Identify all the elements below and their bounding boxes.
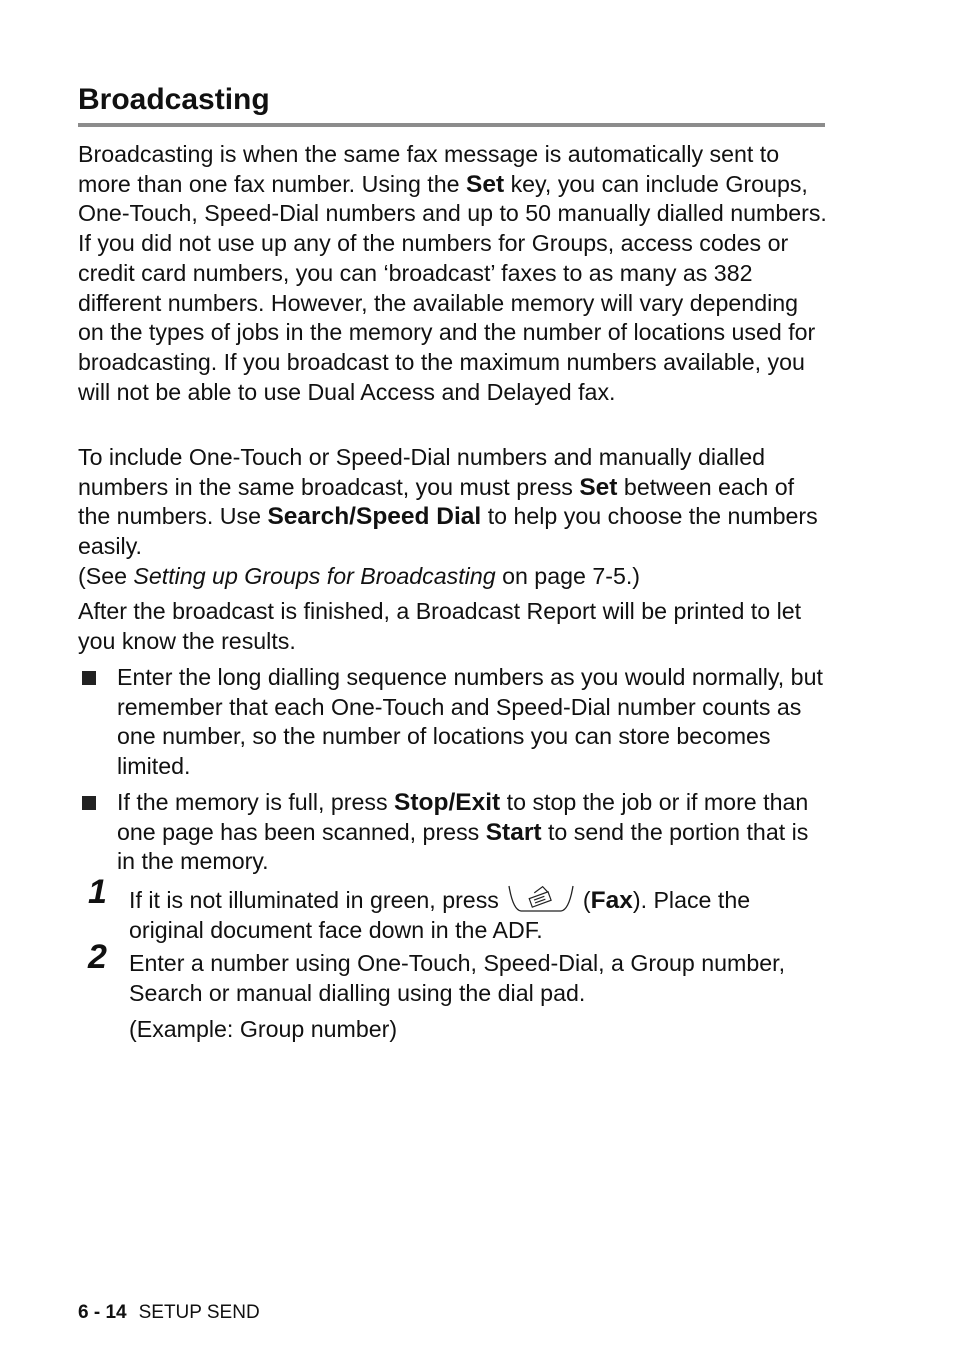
reference-close: on page 7-5.)	[495, 562, 641, 589]
bullet-text	[117, 788, 829, 877]
stop-exit-key-label: Stop/Exit	[394, 789, 501, 816]
page-footer	[78, 1301, 260, 1325]
page-number: 6 - 14	[78, 1302, 127, 1323]
report-paragraph: After the broadcast is finished, a Broadcast Report will be printed to let you know the results.	[78, 598, 802, 654]
reference-title: Setting up Groups for Broadcasting	[133, 562, 496, 589]
step-example: (Example: Group number)	[129, 1016, 398, 1042]
title-divider	[78, 123, 825, 127]
memory-text-2: to stop the job or if more than one page has been scanned, press	[117, 789, 809, 845]
search-speed-dial-key-label: Search/Speed Dial	[267, 503, 482, 531]
set-key-label: Set	[579, 473, 618, 501]
start-key-label: Start	[485, 818, 542, 846]
step1-text-2: ). Place the original document face down in the ADF.	[129, 887, 751, 943]
step1-text-1: If it is not illuminated in green, press	[129, 887, 499, 913]
step-text: Enter a number using One-Touch, Speed-Dial, a Group number, Search or manual dialling using the dial pad.	[129, 950, 786, 1006]
include-text-1: To include One-Touch or Speed-Dial numbers and manually dialled numbers in the same broadcast, you must press	[78, 444, 765, 500]
step1-key-open: (	[582, 887, 591, 913]
section-name: SETUP SEND	[138, 1302, 260, 1323]
intro-text-2: key, you can include Groups, One-Touch, Speed-Dial numbers and up to 50 manually dialled numbers. If you did not use up any of the numbers for Groups, access codes or credit card numbers, you can ‘broadcast’ faxes to as many as 382 different numbers. However, the available memory will vary depending on the types of jobs in the memory and the number of locations used for broadcasting. If you broadcast to the maximum numbers available, you will not be able to use Dual Access and Delayed fax.	[78, 170, 827, 405]
intro-paragraph	[78, 140, 828, 407]
memory-text-3: to send the portion that is in the memory.	[117, 818, 809, 875]
include-text-2: between each of the numbers. Use	[78, 473, 795, 530]
memory-text-1: If the memory is full, press	[117, 789, 395, 815]
square-bullet-icon	[82, 796, 96, 810]
intro-text-1: Broadcasting is when the same fax message is automatically sent to more than one fax number. Using the	[78, 141, 780, 197]
fax-key-icon	[507, 884, 575, 914]
include-text-3: to help you choose the numbers easily.	[78, 503, 818, 560]
step-number: 1	[88, 873, 107, 911]
reference-open: (See	[78, 562, 134, 589]
page-title: Broadcasting	[78, 83, 270, 116]
set-key-label: Set	[465, 170, 505, 198]
include-paragraph	[78, 443, 828, 592]
fax-key-label: Fax	[590, 887, 633, 914]
step-text	[129, 884, 829, 945]
bullet-text: Enter the long dialling sequence numbers as you would normally, but remember that each One-Touch and Speed-Dial number counts as one number, so the number of locations you can store becomes limited.	[117, 664, 823, 780]
step-number: 2	[88, 938, 107, 976]
square-bullet-icon	[82, 671, 96, 685]
